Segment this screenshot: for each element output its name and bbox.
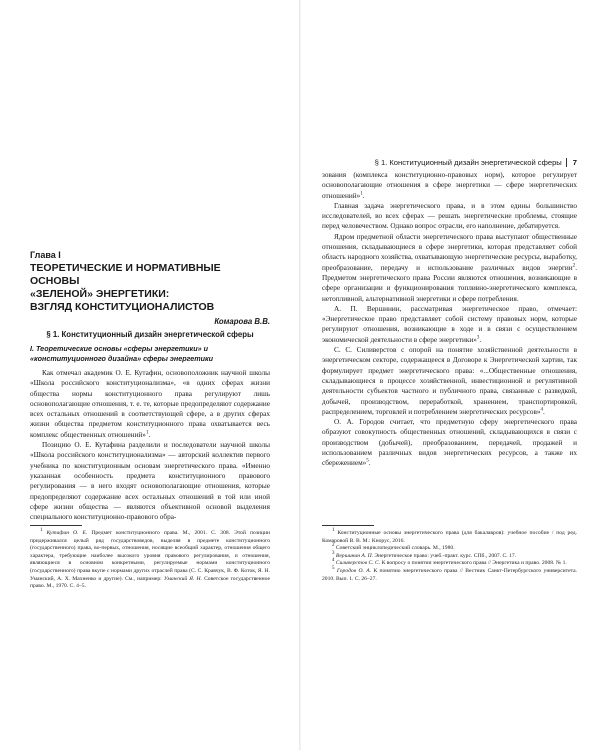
footnote: $^1$ Кутафин О. Е. Предмет конституционного права. М., 2001. С. 308. Этой позиции придерживался целый ряд государствоведов, выделяя в предмете конституционного (государственного) права, во-первых, отношения, носящие всеобщий характер, отношения общего характера, требующие наиболее высокого уровня правового регулирования, и отношения, являющиеся в основном конкретными, регулируемые нормами конституционного (государственного) права вкупе с нормами других отраслей права (С. С. Кравчук, В. Ф. Коток, Я. Н. Уманский, А. Х. Махненко и другие). См., например: Уманский Я. Н. Советское государственное право. М., 1970. С. 4–5. [30,528,271,590]
chapter-title-line: ТЕОРЕТИЧЕСКИЕ И НОРМАТИВНЫЕ ОСНОВЫ [30,262,221,287]
paragraph: О. А. Городов считает, что предметную сферу энергетического права образуют совокупность общественных отношений, складывающихся в связи с производством (добычей), преобразованием, передачей, продажей и использованием различных видов энергетических ресурсов, а также их сбережением»$^5$. [322,418,577,468]
author-name: Комарова В.В. [214,317,270,326]
page-number: 7 [566,158,577,167]
running-header [322,158,577,167]
right-body-text [322,170,577,469]
paragraph: Главная задача энергетического права, и в этом едины большинство исследователей, во всех сферах — решать энергетические проблемы, стоящие перед человечеством. Однако вопрос отрасли, его наполнение, дебатируется. [322,201,577,231]
left-footnotes [30,530,270,591]
footnote: $^3$ Вершинин А. П. Энергетическое право: учеб.-практ. курс. СПб., 2007. С. 17. [332,550,517,559]
paragraph: Позицию О. Е. Кутафина разделили и последователи научной школы «Школа российского конституционализма» — авторский коллектив первого учебника по конституционным основам энергетического права. «Именно указанная особенность предмета конституционного правового регулирования — в него входят основополагающие отношения, которые предопределяют содержание всех остальных отношений в той или иной сфере жизни общества — являются объективной основой выделения специального конституционно-правового обра- [30,441,270,522]
footnote: $^2$ Советский энциклопедический словарь. М., 1980. [332,543,455,552]
paragraph: Как отмечал академик О. Е. Кутафин, основоположник научной школы «Школа российского конституционализма», «в одних сферах жизни общества нормы конституционного права регулируют лишь основополагающие отношения, т. е. те, которые предопределяют содержание всех остальных отношений в соответствующей сфере, а в других сферах жизни общества предметом конституционного права охватывается весь комплекс общественных отношений»$^1$. [30,369,270,439]
paragraph: А. П. Вершинин, рассматривая энергетическое право, отмечает: «Энергетическое право представляет собой систему правовых норм, которые регулируют отношения, возникающие в ходе и в связи с осуществлением экономической деятельности в сфере энергетики»$^3$. [322,304,577,344]
footnote-rule [30,525,82,526]
footnote: $^5$ Городов О. А. К понятию энергетического права // Вестник Санкт-Петербургского университета. 2010. Вып. 1. С. 26–27. [322,566,577,582]
footnote: $^4$ Силиверстов С. С. К вопросу о понятии энергетического права // Энергетика и право. 2008. № 1. [332,558,567,567]
subsection-heading: I. Теоретические основы «сферы энергетики» и «конституционного дизайна» сферы энергетики [30,344,214,363]
chapter-title [30,262,270,314]
running-header-text: § 1. Конституционный дизайн энергетической сферы [374,158,562,167]
chapter-title-line: ВЗГЛЯД КОНСТИТУЦИОНАЛИСТОВ [30,301,215,313]
footnote: $^1$ Конституционные основы энергетического права (для бакалавров): учебное пособие / под ред. Комаровой В. В. М.: Кнорус, 2016. [322,528,577,544]
footnote-rule [322,525,374,526]
paragraph: Ядром предметной области энергетического права выступают общественные отношения, складывающиеся в сфере энергетики, которая представляет собой область народного хозяйства, охватывающую энергетические ресурсы, выработку, преобразование, передачу и использование различных видов энергии$^2$. Предметом энергетического права России являются отношения, возникающие в сфере организации и функционирования топливно-энергетического комплекса, нетопливной, альтернативной энергетики и сфере потребления. [322,232,577,303]
right-footnotes [322,530,577,583]
chapter-title-line: «ЗЕЛЕНОЙ» ЭНЕРГЕТИКИ: [30,288,170,300]
chapter-label: Глава I [30,250,61,260]
section-heading: § 1. Конституционный дизайн энергетической сферы [46,330,254,339]
paragraph: зования (комплекса конституционно-правовых норм), которое регулирует основополагающие отношения в сфере энергетики — сфере энергетических отношений»$^1$. [322,171,577,200]
paragraph: С. С. Силиверстов с опорой на понятие хозяйственной деятельности в энергетическом секторе, содержащееся в Договоре к Энергетической хартии, так формулирует предмет энергетического права: «...Общественные отношения, складывающиеся в процессе хозяйственной, инвестиционной и регулятивной деятельности субъектов частного и публичного права, связанные с разведкой, добычей, производством, переработкой, хранением, транспортировкой, распределением, торговлей и потреблением энергетических ресурсов»$^4$. [322,346,577,416]
left-body-text [30,368,270,522]
right-page [300,0,600,750]
